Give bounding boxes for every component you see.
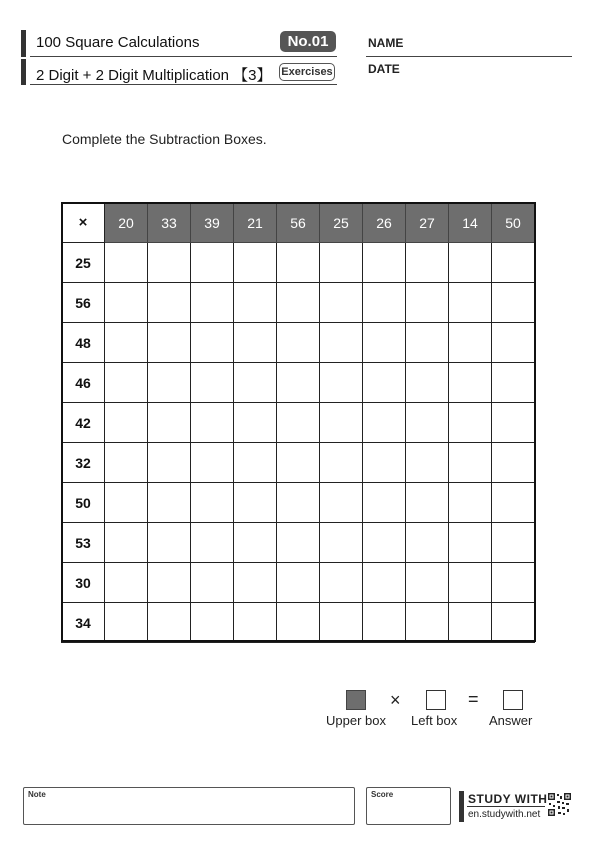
left-number-cell: 46 [62, 363, 105, 403]
answer-cell[interactable] [191, 243, 234, 283]
note-box[interactable] [23, 787, 355, 825]
answer-cell[interactable] [406, 443, 449, 483]
answer-cell[interactable] [492, 403, 535, 443]
answer-cell[interactable] [492, 523, 535, 563]
answer-cell[interactable] [234, 283, 277, 323]
title-divider [30, 56, 337, 57]
answer-cell[interactable] [148, 483, 191, 523]
answer-cell[interactable] [449, 443, 492, 483]
answer-cell[interactable] [148, 603, 191, 643]
answer-cell[interactable] [277, 563, 320, 603]
answer-cell[interactable] [105, 483, 148, 523]
answer-cell[interactable] [320, 563, 363, 603]
name-label: NAME [368, 36, 404, 50]
left-box-swatch [426, 690, 446, 710]
answer-cell[interactable] [234, 523, 277, 563]
calculation-grid [61, 202, 535, 643]
note-label: Note [28, 790, 46, 799]
answer-cell[interactable] [406, 283, 449, 323]
answer-cell[interactable] [406, 483, 449, 523]
answer-cell[interactable] [363, 483, 406, 523]
answer-cell[interactable] [320, 403, 363, 443]
answer-cell[interactable] [191, 403, 234, 443]
answer-cell[interactable] [234, 243, 277, 283]
answer-cell[interactable] [406, 403, 449, 443]
grid-row [62, 443, 535, 483]
upper-number-cell: 56 [277, 203, 320, 243]
date-label: DATE [368, 62, 400, 76]
answer-cell[interactable] [363, 283, 406, 323]
answer-cell[interactable] [320, 523, 363, 563]
answer-cell[interactable] [105, 243, 148, 283]
subtitle-divider [30, 84, 337, 85]
grid-row [62, 483, 535, 523]
answer-cell[interactable] [449, 603, 492, 643]
answer-cell[interactable] [105, 603, 148, 643]
upper-number-cell: 21 [234, 203, 277, 243]
answer-cell[interactable] [449, 403, 492, 443]
answer-cell[interactable] [449, 523, 492, 563]
left-number-cell: 48 [62, 323, 105, 363]
grid-row [62, 363, 535, 403]
header-accent-bar [21, 59, 26, 85]
answer-cell[interactable] [320, 363, 363, 403]
answer-cell[interactable] [105, 323, 148, 363]
answer-cell[interactable] [234, 483, 277, 523]
grid-row [62, 243, 535, 283]
worksheet-title: 100 Square Calculations [36, 34, 200, 51]
grid-row [62, 603, 535, 643]
answer-cell[interactable] [105, 403, 148, 443]
answer-cell[interactable] [406, 363, 449, 403]
answer-cell[interactable] [191, 523, 234, 563]
brand-url: en.studywith.net [468, 809, 541, 820]
answer-cell[interactable] [449, 323, 492, 363]
answer-cell[interactable] [320, 323, 363, 363]
answer-cell[interactable] [363, 443, 406, 483]
answer-cell[interactable] [191, 283, 234, 323]
grid-row [62, 283, 535, 323]
answer-cell[interactable] [277, 323, 320, 363]
grid-row [62, 403, 535, 443]
answer-cell[interactable] [234, 403, 277, 443]
answer-cell[interactable] [449, 243, 492, 283]
brand-accent-bar [459, 791, 464, 822]
answer-cell[interactable] [320, 443, 363, 483]
answer-cell[interactable] [148, 563, 191, 603]
answer-cell[interactable] [449, 283, 492, 323]
left-number-cell: 32 [62, 443, 105, 483]
grid-row [62, 323, 535, 363]
answer-cell[interactable] [492, 483, 535, 523]
answer-cell[interactable] [277, 523, 320, 563]
qr-code-icon [547, 792, 572, 817]
answer-cell[interactable] [492, 603, 535, 643]
upper-number-cell: 26 [363, 203, 406, 243]
answer-cell[interactable] [449, 563, 492, 603]
instruction-text: Complete the Subtraction Boxes. [62, 131, 267, 147]
upper-number-cell: 50 [492, 203, 535, 243]
brand-name: STUDY WITH [468, 792, 548, 806]
equals-symbol: = [468, 689, 479, 709]
answer-cell[interactable] [191, 323, 234, 363]
upper-number-cell: 39 [191, 203, 234, 243]
answer-cell[interactable] [363, 563, 406, 603]
answer-cell[interactable] [406, 563, 449, 603]
answer-cell[interactable] [449, 363, 492, 403]
answer-cell[interactable] [320, 283, 363, 323]
upper-number-cell: 20 [105, 203, 148, 243]
upper-number-cell: 33 [148, 203, 191, 243]
answer-cell[interactable] [234, 603, 277, 643]
answer-cell[interactable] [492, 323, 535, 363]
answer-cell[interactable] [148, 523, 191, 563]
answer-cell[interactable] [492, 443, 535, 483]
answer-cell[interactable] [277, 483, 320, 523]
answer-cell[interactable] [105, 523, 148, 563]
upper-number-cell: 27 [406, 203, 449, 243]
answer-cell[interactable] [234, 323, 277, 363]
answer-cell[interactable] [105, 283, 148, 323]
left-number-cell: 50 [62, 483, 105, 523]
name-field[interactable] [366, 56, 572, 57]
answer-cell[interactable] [277, 283, 320, 323]
grid-row [62, 563, 535, 603]
answer-cell[interactable] [363, 323, 406, 363]
brand-underline [467, 806, 545, 807]
answer-cell[interactable] [363, 403, 406, 443]
left-box-label: Left box [411, 713, 458, 728]
answer-cell[interactable] [148, 323, 191, 363]
grid-header-row [62, 203, 535, 243]
answer-cell[interactable] [492, 563, 535, 603]
score-box[interactable] [366, 787, 451, 825]
answer-cell[interactable] [363, 363, 406, 403]
answer-cell[interactable] [148, 443, 191, 483]
answer-cell[interactable] [449, 483, 492, 523]
upper-box-swatch [346, 690, 366, 710]
left-number-cell: 25 [62, 243, 105, 283]
answer-cell[interactable] [492, 243, 535, 283]
answer-cell[interactable] [148, 403, 191, 443]
answer-cell[interactable] [148, 243, 191, 283]
answer-cell[interactable] [320, 243, 363, 283]
left-number-cell: 56 [62, 283, 105, 323]
answer-cell[interactable] [363, 523, 406, 563]
answer-cell[interactable] [363, 243, 406, 283]
answer-cell[interactable] [234, 443, 277, 483]
answer-cell[interactable] [191, 443, 234, 483]
answer-cell[interactable] [492, 363, 535, 403]
answer-cell[interactable] [320, 603, 363, 643]
answer-cell[interactable] [492, 283, 535, 323]
answer-cell[interactable] [363, 603, 406, 643]
answer-cell[interactable] [277, 603, 320, 643]
answer-cell[interactable] [277, 363, 320, 403]
answer-cell[interactable] [277, 443, 320, 483]
upper-box-label: Upper box [326, 713, 386, 728]
exercises-badge: Exercises [279, 63, 335, 81]
times-symbol: × [390, 690, 401, 710]
answer-cell[interactable] [406, 243, 449, 283]
score-label: Score [371, 790, 394, 799]
left-number-cell: 34 [62, 603, 105, 643]
answer-cell[interactable] [105, 363, 148, 403]
answer-cell[interactable] [406, 603, 449, 643]
answer-cell[interactable] [105, 443, 148, 483]
answer-cell[interactable] [320, 483, 363, 523]
operator-cell: × [62, 203, 105, 243]
answer-cell[interactable] [191, 563, 234, 603]
left-number-cell: 53 [62, 523, 105, 563]
answer-cell[interactable] [148, 363, 191, 403]
answer-cell[interactable] [234, 363, 277, 403]
answer-cell[interactable] [148, 283, 191, 323]
answer-cell[interactable] [191, 363, 234, 403]
left-number-cell: 30 [62, 563, 105, 603]
answer-cell[interactable] [105, 563, 148, 603]
answer-cell[interactable] [277, 243, 320, 283]
answer-label: Answer [489, 713, 533, 728]
worksheet-subtitle: 2 Digit + 2 Digit Multiplication 【3】 [36, 67, 272, 84]
upper-number-cell: 25 [320, 203, 363, 243]
answer-cell[interactable] [406, 323, 449, 363]
answer-cell[interactable] [191, 483, 234, 523]
sheet-number-badge: No.01 [280, 31, 336, 52]
left-number-cell: 42 [62, 403, 105, 443]
upper-number-cell: 14 [449, 203, 492, 243]
answer-cell[interactable] [406, 523, 449, 563]
answer-cell[interactable] [277, 403, 320, 443]
answer-cell[interactable] [234, 563, 277, 603]
grid-row [62, 523, 535, 563]
answer-cell[interactable] [191, 603, 234, 643]
header-accent-bar [21, 30, 26, 57]
answer-box-swatch [503, 690, 523, 710]
